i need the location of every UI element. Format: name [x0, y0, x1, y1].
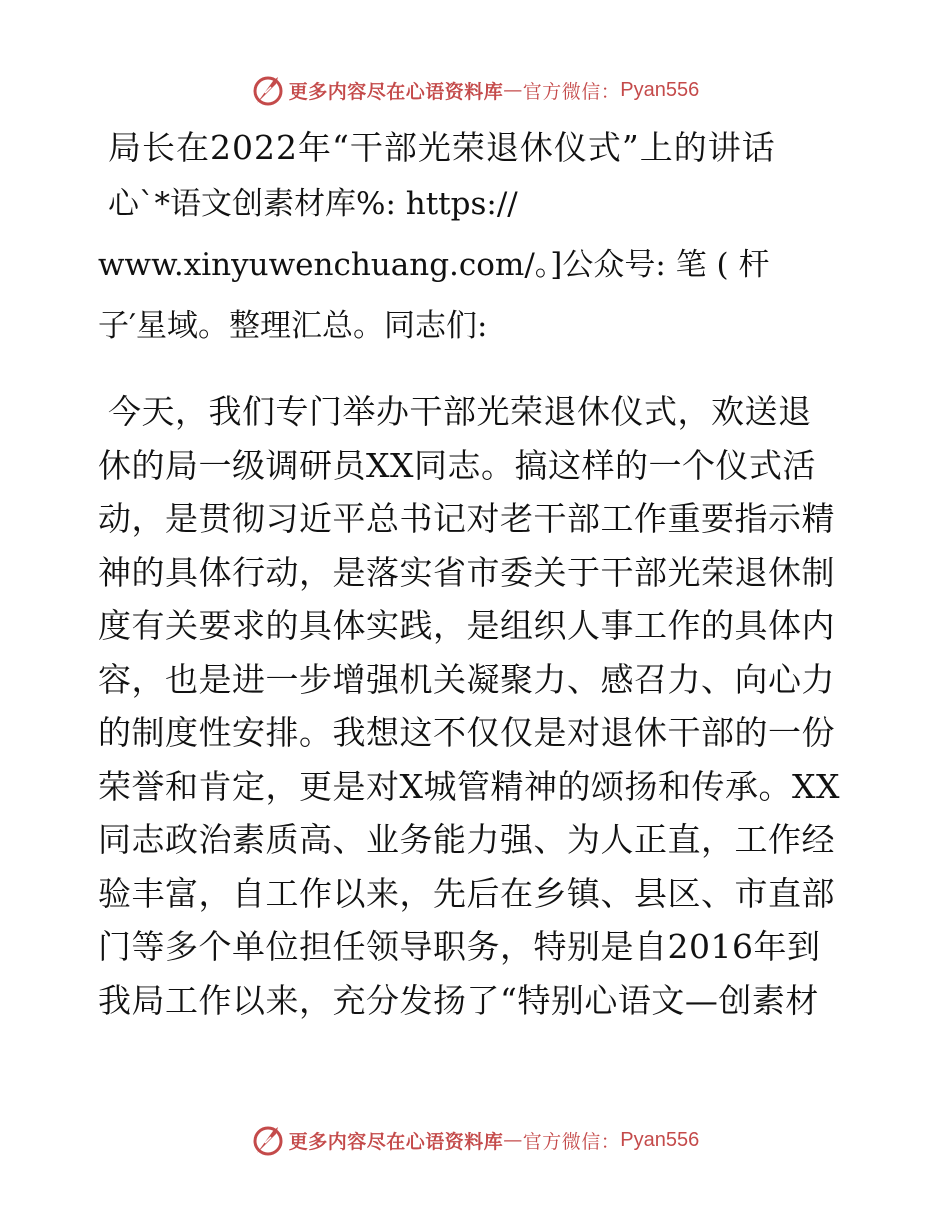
body-line: 的制度性安排。我想这不仅仅是对退休干部的一份: [98, 713, 835, 752]
body-line: 度有关要求的具体实践，是组织人事工作的具体内: [98, 606, 835, 645]
banner-wechat-id: Pyan556: [620, 1128, 700, 1151]
document-intro: [98, 174, 798, 357]
banner-wechat-label: 官方微信：: [522, 80, 621, 103]
header-watermark-banner: [0, 68, 950, 112]
intro-line: 子′星域。整理汇总。同志们:: [98, 308, 488, 344]
body-line: 今天，我们专门举办干部光荣退休仪式，欢送退: [108, 392, 812, 431]
banner-text: 更多内容尽在心语资料库: [288, 1130, 504, 1153]
banner-dash: —: [503, 79, 523, 101]
body-line: 验丰富，自工作以来，先后在乡镇、县区、市直部: [98, 873, 835, 913]
body-line: 神的具体行动，是落实省市委关于干部光荣退休制: [98, 552, 835, 592]
body-line: 我局工作以来，充分发扬了“特别心语文—创素材: [98, 980, 819, 1020]
intro-line: 心`*语文创素材库%: https://: [108, 186, 518, 222]
body-line: 容，也是进一步增强机关凝聚力、感召力、向心力: [98, 659, 835, 699]
body-line: 门等多个单位担任领导职务，特别是自2016年到: [98, 927, 821, 966]
intro-line: www.xinyuwenchuang.com/。]公众号: 笔 ( 杆: [98, 247, 770, 283]
footer-watermark-banner: [0, 1118, 950, 1162]
body-line: 同志政治素质高、业务能力强、为人正直，工作经: [98, 820, 835, 859]
body-line: 休的局一级调研员XX同志。搞这样的一个仪式活: [98, 445, 816, 485]
quill-pen-logo-icon: [251, 1123, 285, 1157]
banner-dash: —: [503, 1129, 523, 1151]
banner-wechat-label: 官方微信：: [522, 1130, 621, 1153]
quill-pen-logo-icon: [251, 73, 285, 107]
banner-text: 更多内容尽在心语资料库: [288, 80, 504, 103]
document-title: 局长在2022年“干部光荣退休仪式”上的讲话: [108, 128, 776, 167]
banner-wechat-id: Pyan556: [620, 78, 700, 101]
body-line: 荣誉和肯定，更是对X城管精神的颂扬和传承。XX: [98, 766, 840, 806]
document-body: [98, 385, 858, 1027]
body-line: 动，是贯彻习近平总书记对老干部工作重要指示精: [98, 499, 835, 538]
